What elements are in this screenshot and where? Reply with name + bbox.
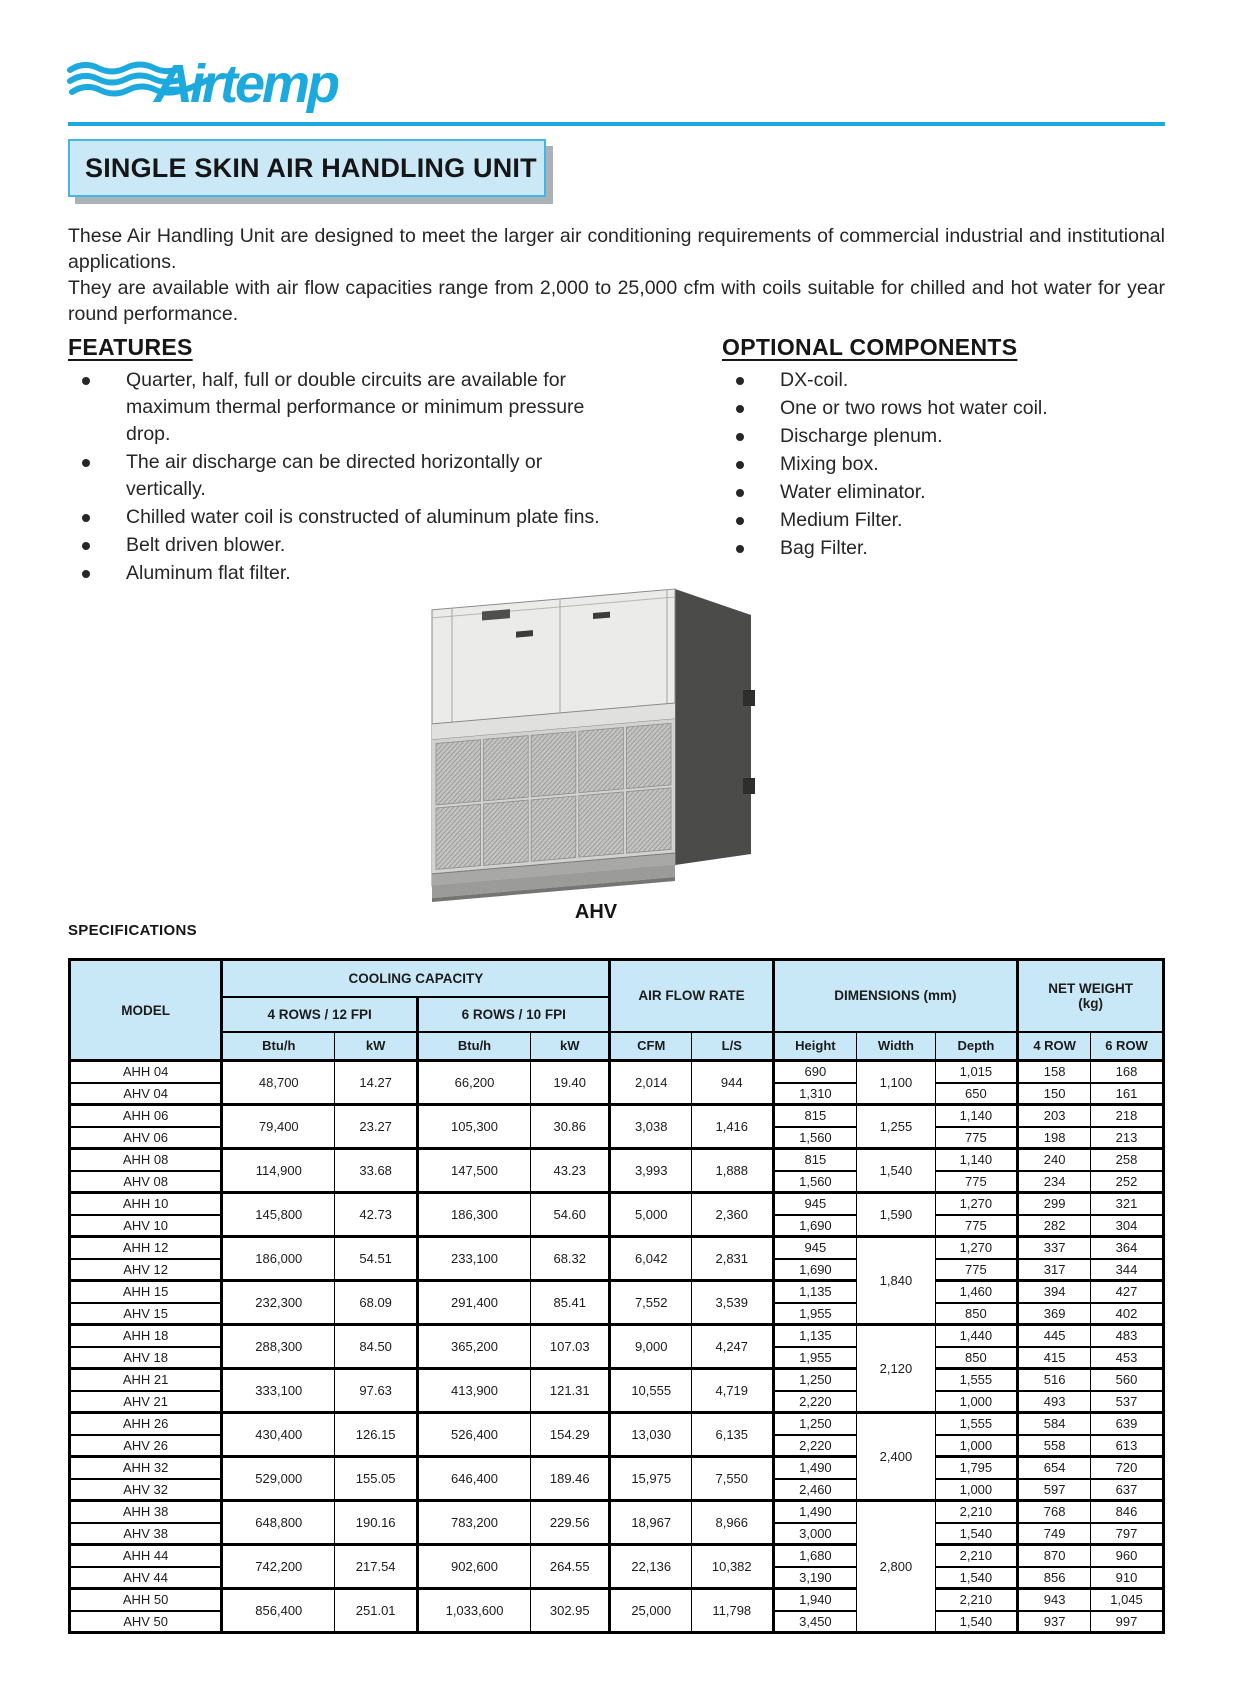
spec-row	[70, 1369, 1164, 1391]
cell-model: AHV 44	[70, 1567, 222, 1589]
optional-item: One or two rows hot water coil.	[722, 395, 1142, 422]
cell-model: AHV 15	[70, 1303, 222, 1325]
cell-depth: 775	[935, 1259, 1018, 1281]
cell-weight-4row: 445	[1018, 1325, 1091, 1347]
cell-btuh-4row: 648,800	[222, 1501, 335, 1545]
cell-kw-4row: 14.27	[335, 1061, 418, 1105]
cell-weight-6row: 364	[1091, 1237, 1164, 1259]
cell-model: AHH 38	[70, 1501, 222, 1523]
cell-kw-6row: 68.32	[531, 1237, 610, 1281]
cell-weight-6row: 213	[1091, 1127, 1164, 1149]
cell-depth: 2,210	[935, 1545, 1018, 1567]
cell-depth: 1,460	[935, 1281, 1018, 1303]
cell-kw-6row: 189.46	[531, 1457, 610, 1501]
cell-weight-6row: 453	[1091, 1347, 1164, 1369]
cell-height: 815	[773, 1149, 857, 1171]
cell-weight-6row: 161	[1091, 1083, 1164, 1105]
cell-btuh-6row: 186,300	[417, 1193, 530, 1237]
cell-kw-6row: 54.60	[531, 1193, 610, 1237]
cell-depth: 1,440	[935, 1325, 1018, 1347]
col-header-model: MODEL	[70, 960, 222, 1061]
cell-width: 2,800	[857, 1501, 935, 1633]
cell-weight-6row: 910	[1091, 1567, 1164, 1589]
cell-btuh-4row: 145,800	[222, 1193, 335, 1237]
cell-btuh-6row: 105,300	[417, 1105, 530, 1149]
feature-item: Belt driven blower.	[68, 532, 608, 559]
spec-row	[70, 1325, 1164, 1347]
cell-weight-6row: 960	[1091, 1545, 1164, 1567]
cell-kw-6row: 229.56	[531, 1501, 610, 1545]
cell-weight-4row: 337	[1018, 1237, 1091, 1259]
optional-item: Water eliminator.	[722, 479, 1142, 506]
logo-text: Airtemp	[154, 54, 338, 114]
cell-height: 2,220	[773, 1391, 857, 1413]
col-header-air-flow-rate: AIR FLOW RATE	[610, 960, 773, 1032]
feature-item: Aluminum flat filter.	[68, 560, 608, 587]
cell-cfm: 25,000	[610, 1589, 692, 1633]
cell-btuh-4row: 856,400	[222, 1589, 335, 1633]
intro-paragraph-1: These Air Handling Unit are designed to meet the larger air conditioning requirements of commercial industrial and institutional applications.	[68, 225, 1165, 273]
cell-model: AHV 32	[70, 1479, 222, 1501]
specifications-heading: SPECIFICATIONS	[68, 922, 197, 939]
cell-cfm: 18,967	[610, 1501, 692, 1545]
cell-btuh-6row: 413,900	[417, 1369, 530, 1413]
cell-ls: 4,719	[691, 1369, 773, 1413]
col-header-height: Height	[773, 1032, 857, 1061]
cell-cfm: 5,000	[610, 1193, 692, 1237]
cell-weight-6row: 402	[1091, 1303, 1164, 1325]
cell-weight-4row: 493	[1018, 1391, 1091, 1413]
optional-item: Discharge plenum.	[722, 423, 1142, 450]
cell-kw-4row: 54.51	[335, 1237, 418, 1281]
cell-btuh-6row: 365,200	[417, 1325, 530, 1369]
cell-model: AHH 21	[70, 1369, 222, 1391]
cell-cfm: 3,993	[610, 1149, 692, 1193]
cell-kw-4row: 84.50	[335, 1325, 418, 1369]
cell-height: 1,135	[773, 1325, 857, 1347]
spec-row	[70, 1105, 1164, 1127]
cell-btuh-6row: 783,200	[417, 1501, 530, 1545]
cell-cfm: 2,014	[610, 1061, 692, 1105]
cell-cfm: 6,042	[610, 1237, 692, 1281]
cell-model: AHH 06	[70, 1105, 222, 1127]
cell-depth: 1,795	[935, 1457, 1018, 1479]
cell-weight-6row: 613	[1091, 1435, 1164, 1457]
cell-kw-4row: 23.27	[335, 1105, 418, 1149]
cell-depth: 650	[935, 1083, 1018, 1105]
cell-model: AHV 50	[70, 1611, 222, 1633]
cell-cfm: 10,555	[610, 1369, 692, 1413]
cell-depth: 1,015	[935, 1061, 1018, 1083]
cell-height: 1,490	[773, 1501, 857, 1523]
airtemp-logo-icon	[66, 46, 366, 118]
cell-weight-4row: 870	[1018, 1545, 1091, 1567]
optional-components-heading: OPTIONAL COMPONENTS	[722, 334, 1018, 360]
optional-item: Medium Filter.	[722, 507, 1142, 534]
cell-weight-6row: 218	[1091, 1105, 1164, 1127]
cell-weight-6row: 1,045	[1091, 1589, 1164, 1611]
cell-kw-4row: 251.01	[335, 1589, 418, 1633]
spec-row	[70, 1589, 1164, 1611]
col-header-ls: L/S	[691, 1032, 773, 1061]
cell-model: AHV 10	[70, 1215, 222, 1237]
spec-row	[70, 1281, 1164, 1303]
cell-weight-6row: 344	[1091, 1259, 1164, 1281]
cell-kw-6row: 264.55	[531, 1545, 610, 1589]
intro-paragraph-2: They are available with air flow capacities range from 2,000 to 25,000 cfm with coils suitable for chilled and hot water for year round performance.	[68, 277, 1165, 325]
cell-btuh-4row: 430,400	[222, 1413, 335, 1457]
cell-depth: 2,210	[935, 1589, 1018, 1611]
cell-height: 1,940	[773, 1589, 857, 1611]
cell-ls: 10,382	[691, 1545, 773, 1589]
cell-weight-4row: 158	[1018, 1061, 1091, 1083]
cell-kw-4row: 126.15	[335, 1413, 418, 1457]
cell-weight-4row: 394	[1018, 1281, 1091, 1303]
cell-depth: 1,555	[935, 1369, 1018, 1391]
net-weight-label: NET WEIGHT	[1048, 980, 1133, 996]
cell-cfm: 7,552	[610, 1281, 692, 1325]
cell-model: AHH 12	[70, 1237, 222, 1259]
cell-kw-6row: 302.95	[531, 1589, 610, 1633]
intro-text	[68, 223, 1165, 327]
cell-height: 2,460	[773, 1479, 857, 1501]
cell-btuh-6row: 147,500	[417, 1149, 530, 1193]
cell-kw-4row: 155.05	[335, 1457, 418, 1501]
col-header-kw-4row: kW	[335, 1032, 418, 1061]
spec-row	[70, 1061, 1164, 1083]
cell-kw-6row: 43.23	[531, 1149, 610, 1193]
cell-width: 1,100	[857, 1061, 935, 1105]
cell-weight-6row: 252	[1091, 1171, 1164, 1193]
spec-row	[70, 1149, 1164, 1171]
cell-weight-4row: 150	[1018, 1083, 1091, 1105]
cell-depth: 1,000	[935, 1435, 1018, 1457]
cell-width: 1,590	[857, 1193, 935, 1237]
spec-row	[70, 1413, 1164, 1435]
cell-height: 1,310	[773, 1083, 857, 1105]
cell-ls: 11,798	[691, 1589, 773, 1633]
col-header-cfm: CFM	[610, 1032, 692, 1061]
cell-height: 1,250	[773, 1413, 857, 1435]
cell-width: 2,400	[857, 1413, 935, 1501]
cell-height: 945	[773, 1237, 857, 1259]
cell-height: 1,690	[773, 1215, 857, 1237]
cell-width: 1,255	[857, 1105, 935, 1149]
cell-weight-6row: 427	[1091, 1281, 1164, 1303]
cell-height: 1,250	[773, 1369, 857, 1391]
spec-row	[70, 1545, 1164, 1567]
cell-depth: 1,000	[935, 1479, 1018, 1501]
cell-weight-4row: 584	[1018, 1413, 1091, 1435]
cell-width: 1,540	[857, 1149, 935, 1193]
cell-kw-6row: 85.41	[531, 1281, 610, 1325]
cell-model: AHH 10	[70, 1193, 222, 1215]
cell-ls: 1,416	[691, 1105, 773, 1149]
col-header-btuh-4row: Btu/h	[222, 1032, 335, 1061]
cell-weight-6row: 304	[1091, 1215, 1164, 1237]
cell-kw-4row: 97.63	[335, 1369, 418, 1413]
cell-height: 690	[773, 1061, 857, 1083]
header-divider	[68, 122, 1165, 126]
cell-btuh-6row: 66,200	[417, 1061, 530, 1105]
cell-model: AHH 32	[70, 1457, 222, 1479]
cell-ls: 2,360	[691, 1193, 773, 1237]
cell-height: 1,690	[773, 1259, 857, 1281]
cell-cfm: 22,136	[610, 1545, 692, 1589]
cell-weight-4row: 317	[1018, 1259, 1091, 1281]
optional-item: DX-coil.	[722, 367, 1142, 394]
col-header-4rows-12fpi: 4 ROWS / 12 FPI	[222, 997, 418, 1032]
cell-weight-6row: 560	[1091, 1369, 1164, 1391]
features-heading: FEATURES	[68, 334, 193, 360]
cell-model: AHH 08	[70, 1149, 222, 1171]
cell-ls: 6,135	[691, 1413, 773, 1457]
cell-btuh-4row: 48,700	[222, 1061, 335, 1105]
cell-ls: 4,247	[691, 1325, 773, 1369]
cell-weight-4row: 516	[1018, 1369, 1091, 1391]
spec-row	[70, 1193, 1164, 1215]
cell-btuh-4row: 186,000	[222, 1237, 335, 1281]
cell-btuh-4row: 288,300	[222, 1325, 335, 1369]
cell-kw-4row: 190.16	[335, 1501, 418, 1545]
optional-components-list	[722, 367, 1142, 562]
cell-model: AHH 50	[70, 1589, 222, 1611]
cell-weight-4row: 749	[1018, 1523, 1091, 1545]
cell-height: 1,680	[773, 1545, 857, 1567]
cell-model: AHH 44	[70, 1545, 222, 1567]
cell-btuh-4row: 529,000	[222, 1457, 335, 1501]
feature-item: The air discharge can be directed horizontally or vertically.	[68, 449, 608, 503]
specifications-table	[68, 958, 1165, 1634]
air-handling-unit-image	[430, 548, 762, 904]
cell-weight-4row: 369	[1018, 1303, 1091, 1325]
cell-weight-6row: 483	[1091, 1325, 1164, 1347]
col-header-6row-weight: 6 ROW	[1091, 1032, 1164, 1061]
cell-weight-4row: 768	[1018, 1501, 1091, 1523]
cell-depth: 1,555	[935, 1413, 1018, 1435]
feature-item: Quarter, half, full or double circuits are available for maximum thermal performance or minimum pressure drop.	[68, 367, 608, 448]
cell-weight-6row: 168	[1091, 1061, 1164, 1083]
cell-weight-6row: 846	[1091, 1501, 1164, 1523]
cell-depth: 850	[935, 1347, 1018, 1369]
cell-btuh-4row: 114,900	[222, 1149, 335, 1193]
cell-weight-4row: 203	[1018, 1105, 1091, 1127]
cell-kw-4row: 68.09	[335, 1281, 418, 1325]
cell-kw-6row: 30.86	[531, 1105, 610, 1149]
cell-depth: 775	[935, 1171, 1018, 1193]
spec-row	[70, 1501, 1164, 1523]
cell-weight-6row: 639	[1091, 1413, 1164, 1435]
cell-depth: 775	[935, 1215, 1018, 1237]
cell-height: 3,000	[773, 1523, 857, 1545]
cell-model: AHH 15	[70, 1281, 222, 1303]
cell-btuh-6row: 291,400	[417, 1281, 530, 1325]
cell-kw-6row: 121.31	[531, 1369, 610, 1413]
cell-ls: 1,888	[691, 1149, 773, 1193]
cell-height: 815	[773, 1105, 857, 1127]
cell-weight-6row: 797	[1091, 1523, 1164, 1545]
cell-btuh-4row: 232,300	[222, 1281, 335, 1325]
cell-weight-4row: 234	[1018, 1171, 1091, 1193]
cell-kw-6row: 19.40	[531, 1061, 610, 1105]
cell-btuh-4row: 79,400	[222, 1105, 335, 1149]
cell-cfm: 3,038	[610, 1105, 692, 1149]
cell-kw-6row: 107.03	[531, 1325, 610, 1369]
cell-ls: 7,550	[691, 1457, 773, 1501]
cell-model: AHH 26	[70, 1413, 222, 1435]
col-header-cooling-capacity: COOLING CAPACITY	[222, 960, 610, 997]
cell-height: 2,220	[773, 1435, 857, 1457]
cell-depth: 1,540	[935, 1611, 1018, 1633]
cell-ls: 3,539	[691, 1281, 773, 1325]
spec-row	[70, 1457, 1164, 1479]
cell-depth: 2,210	[935, 1501, 1018, 1523]
col-header-width: Width	[857, 1032, 935, 1061]
brand-logo	[66, 46, 366, 118]
cell-weight-6row: 258	[1091, 1149, 1164, 1171]
cell-height: 3,450	[773, 1611, 857, 1633]
col-header-depth: Depth	[935, 1032, 1018, 1061]
cell-btuh-4row: 742,200	[222, 1545, 335, 1589]
cell-model: AHV 06	[70, 1127, 222, 1149]
cell-height: 1,135	[773, 1281, 857, 1303]
cell-height: 1,490	[773, 1457, 857, 1479]
cell-weight-4row: 943	[1018, 1589, 1091, 1611]
cell-model: AHV 12	[70, 1259, 222, 1281]
cell-model: AHV 26	[70, 1435, 222, 1457]
cell-height: 945	[773, 1193, 857, 1215]
net-weight-unit: (kg)	[1078, 995, 1103, 1011]
cell-depth: 1,140	[935, 1149, 1018, 1171]
cell-depth: 1,000	[935, 1391, 1018, 1413]
cell-depth: 1,540	[935, 1523, 1018, 1545]
cell-ls: 8,966	[691, 1501, 773, 1545]
col-header-4row-weight: 4 ROW	[1018, 1032, 1091, 1061]
cell-ls: 2,831	[691, 1237, 773, 1281]
cell-model: AHV 21	[70, 1391, 222, 1413]
col-header-kw-6row: kW	[531, 1032, 610, 1061]
page-title: SINGLE SKIN AIR HANDLING UNIT	[85, 152, 537, 183]
cell-depth: 1,540	[935, 1567, 1018, 1589]
cell-weight-4row: 856	[1018, 1567, 1091, 1589]
cell-height: 1,560	[773, 1127, 857, 1149]
cell-weight-4row: 415	[1018, 1347, 1091, 1369]
cell-weight-4row: 558	[1018, 1435, 1091, 1457]
cell-depth: 775	[935, 1127, 1018, 1149]
cell-ls: 944	[691, 1061, 773, 1105]
cell-depth: 1,270	[935, 1237, 1018, 1259]
cell-model: AHH 04	[70, 1061, 222, 1083]
cell-depth: 850	[935, 1303, 1018, 1325]
cell-btuh-6row: 646,400	[417, 1457, 530, 1501]
cell-weight-6row: 720	[1091, 1457, 1164, 1479]
cell-btuh-6row: 526,400	[417, 1413, 530, 1457]
cell-kw-6row: 154.29	[531, 1413, 610, 1457]
cell-model: AHV 04	[70, 1083, 222, 1105]
optional-item: Mixing box.	[722, 451, 1142, 478]
cell-cfm: 9,000	[610, 1325, 692, 1369]
cell-weight-4row: 654	[1018, 1457, 1091, 1479]
feature-item: Chilled water coil is constructed of aluminum plate fins.	[68, 504, 608, 531]
cell-btuh-6row: 233,100	[417, 1237, 530, 1281]
cell-weight-4row: 282	[1018, 1215, 1091, 1237]
cell-weight-6row: 637	[1091, 1479, 1164, 1501]
cell-cfm: 15,975	[610, 1457, 692, 1501]
cell-depth: 1,270	[935, 1193, 1018, 1215]
col-header-btuh-6row: Btu/h	[417, 1032, 530, 1061]
cell-kw-4row: 42.73	[335, 1193, 418, 1237]
cell-height: 1,955	[773, 1303, 857, 1325]
cell-weight-6row: 997	[1091, 1611, 1164, 1633]
product-caption: AHV	[574, 901, 618, 923]
col-header-6rows-10fpi: 6 ROWS / 10 FPI	[417, 997, 609, 1032]
cell-width: 2,120	[857, 1325, 935, 1413]
cell-kw-4row: 33.68	[335, 1149, 418, 1193]
cell-height: 1,560	[773, 1171, 857, 1193]
cell-width: 1,840	[857, 1237, 935, 1325]
optional-components-section	[722, 334, 1142, 563]
cell-model: AHH 18	[70, 1325, 222, 1347]
cell-height: 3,190	[773, 1567, 857, 1589]
cell-depth: 1,140	[935, 1105, 1018, 1127]
cell-weight-4row: 198	[1018, 1127, 1091, 1149]
product-photo	[430, 548, 762, 904]
cell-height: 1,955	[773, 1347, 857, 1369]
cell-kw-4row: 217.54	[335, 1545, 418, 1589]
optional-item: Bag Filter.	[722, 535, 1142, 562]
cell-btuh-6row: 1,033,600	[417, 1589, 530, 1633]
cell-model: AHV 08	[70, 1171, 222, 1193]
cell-btuh-6row: 902,600	[417, 1545, 530, 1589]
cell-model: AHV 18	[70, 1347, 222, 1369]
cell-btuh-4row: 333,100	[222, 1369, 335, 1413]
spec-row	[70, 1237, 1164, 1259]
cell-cfm: 13,030	[610, 1413, 692, 1457]
cell-model: AHV 38	[70, 1523, 222, 1545]
cell-weight-4row: 299	[1018, 1193, 1091, 1215]
cell-weight-4row: 937	[1018, 1611, 1091, 1633]
col-header-dimensions: DIMENSIONS (mm)	[773, 960, 1018, 1032]
page-title-box	[68, 139, 546, 197]
cell-weight-6row: 321	[1091, 1193, 1164, 1215]
cell-weight-4row: 597	[1018, 1479, 1091, 1501]
cell-weight-4row: 240	[1018, 1149, 1091, 1171]
cell-weight-6row: 537	[1091, 1391, 1164, 1413]
col-header-net-weight	[1018, 960, 1164, 1032]
